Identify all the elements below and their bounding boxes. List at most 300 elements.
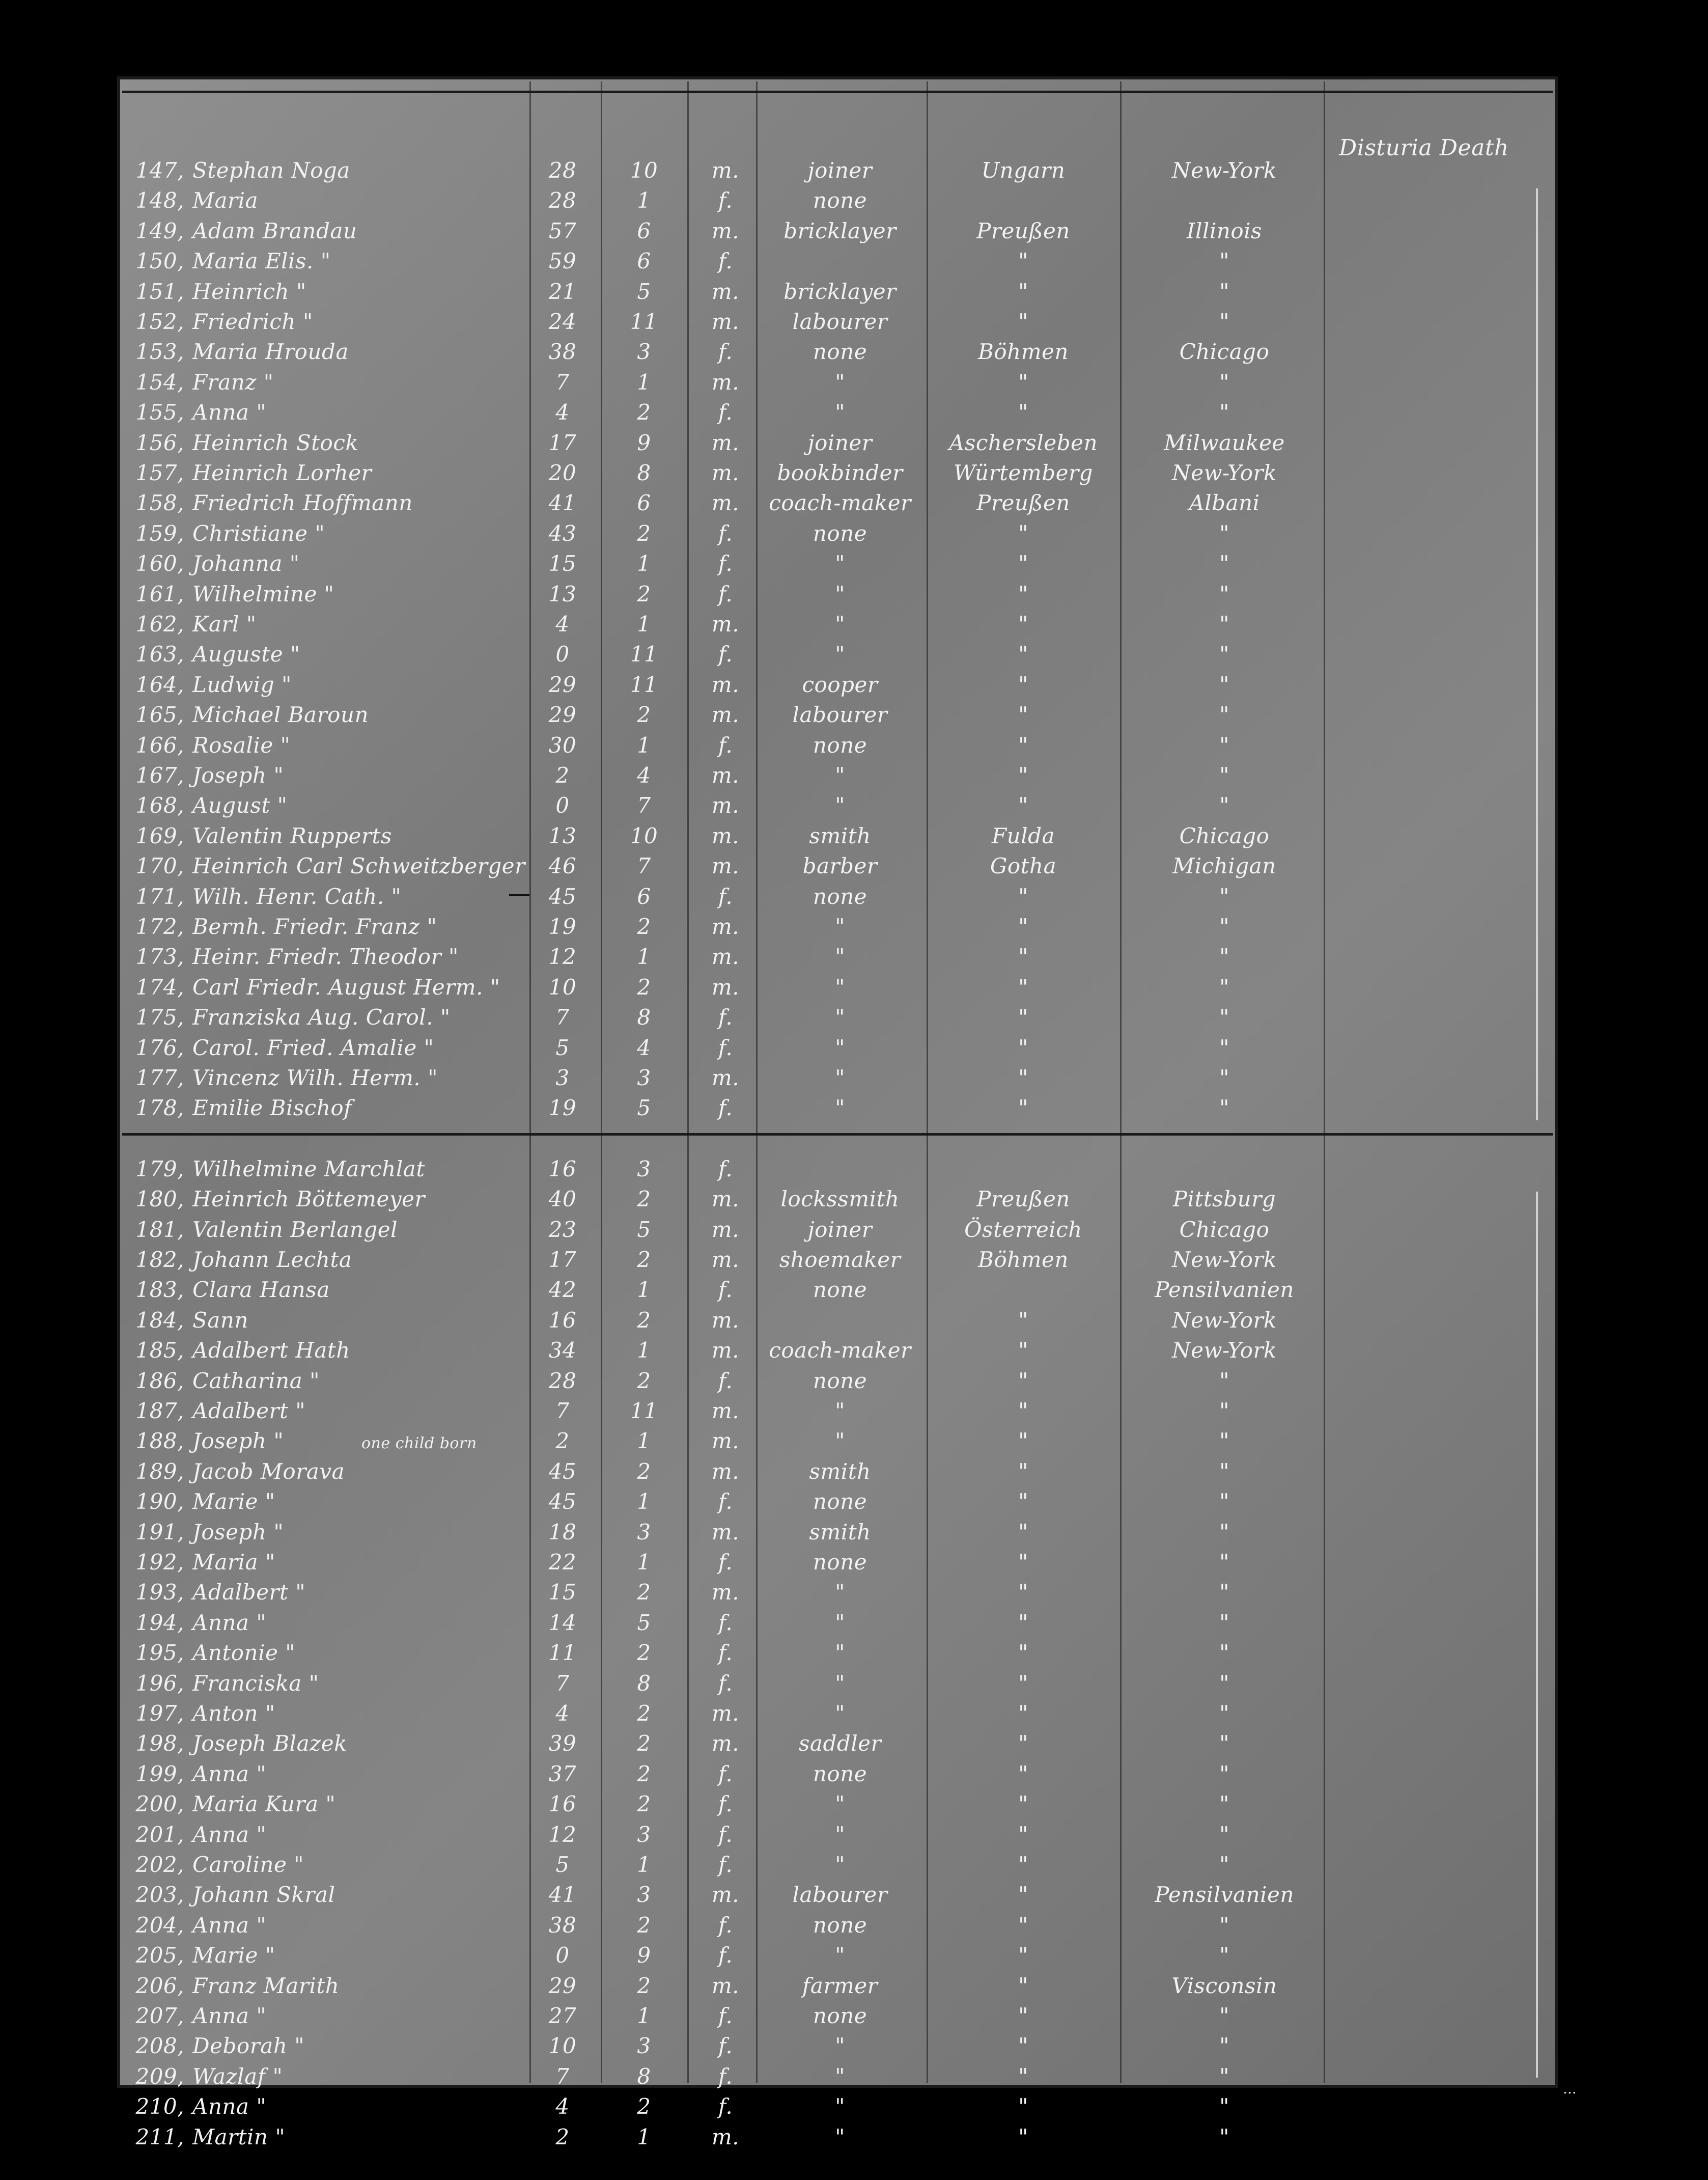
occupation: ": [835, 1095, 845, 1121]
country-of-origin: ": [1018, 2033, 1028, 2059]
sex: m.: [711, 1186, 740, 1212]
entry-number: 199,: [135, 1761, 184, 1786]
entry-number: 193,: [135, 1580, 184, 1605]
destination: Illinois: [1186, 218, 1263, 243]
entry-number: 165,: [135, 702, 184, 728]
sex: m.: [711, 2124, 740, 2149]
age-months: 2: [637, 1761, 651, 1786]
age-years: 38: [548, 1912, 577, 1938]
occupation: labourer: [792, 702, 888, 728]
age-months: 2: [637, 702, 651, 728]
country-of-origin: ": [1018, 1943, 1028, 1968]
age-months: 1: [637, 1550, 651, 1575]
age-months: 7: [637, 853, 651, 879]
age-months: 2: [637, 1640, 651, 1666]
country-of-origin: Böhmen: [978, 1247, 1069, 1272]
occupation: ": [835, 793, 845, 818]
country-of-origin: ": [1018, 1761, 1028, 1786]
entry-number: 176,: [135, 1035, 184, 1060]
entry-number: 171,: [135, 884, 184, 909]
entry-number: 195,: [135, 1640, 184, 1666]
entry-number: 175,: [135, 1005, 184, 1030]
destination: ": [1219, 1398, 1229, 1423]
country-of-origin: ": [1018, 672, 1028, 697]
age-months: 6: [637, 490, 651, 516]
age-months: 3: [637, 1065, 651, 1090]
country-of-origin: ": [1018, 1428, 1028, 1454]
entry-number: 185,: [135, 1338, 184, 1363]
country-of-origin: ": [1018, 279, 1028, 304]
destination: ": [1219, 1428, 1229, 1454]
age-months: 11: [630, 1398, 658, 1423]
occupation: lockssmith: [780, 1186, 900, 1212]
country-of-origin: Aschersleben: [948, 430, 1098, 455]
occupation: coach-maker: [769, 490, 911, 516]
country-of-origin: ": [1018, 1822, 1028, 1847]
entry-number: 163,: [135, 642, 184, 667]
country-of-origin: ": [1018, 884, 1028, 909]
entry-number: 149,: [135, 218, 184, 243]
age-years: 45: [548, 1489, 577, 1514]
sex: m.: [711, 1731, 740, 1756]
entry-number: 147,: [135, 158, 184, 183]
destination: ": [1219, 369, 1229, 395]
destination: ": [1219, 1065, 1229, 1090]
sex: f.: [718, 581, 733, 606]
age-months: 6: [637, 218, 651, 243]
entry-number: 197,: [135, 1701, 184, 1726]
country-of-origin: ": [1018, 369, 1028, 395]
age-months: 11: [630, 309, 658, 334]
entry-number: 205,: [135, 1943, 184, 1968]
passenger-name: Catharina ": [192, 1368, 320, 1393]
destination: ": [1219, 1005, 1229, 1030]
destination: Pensilvanien: [1155, 1882, 1294, 1908]
destination: New-York: [1171, 1338, 1277, 1363]
occupation: ": [835, 1428, 845, 1454]
passenger-name: Valentin Berlangel: [192, 1217, 398, 1242]
age-years: 17: [548, 1247, 577, 1272]
country-of-origin: ": [1018, 400, 1028, 425]
destination: ": [1219, 2003, 1229, 2028]
sex: m.: [711, 1247, 740, 1272]
country-of-origin: Böhmen: [978, 339, 1069, 365]
sex: m.: [711, 1701, 740, 1726]
entry-number: 159,: [135, 520, 184, 546]
sex: m.: [711, 1973, 740, 1998]
occupation: none: [813, 188, 867, 213]
passenger-name: Karl ": [192, 612, 257, 637]
sex: f.: [718, 2033, 733, 2059]
age-years: 29: [548, 702, 577, 728]
sex: m.: [711, 1338, 740, 1363]
passenger-name: Maria Kura ": [192, 1791, 336, 1817]
country-of-origin: Preußen: [976, 218, 1070, 243]
age-years: 13: [548, 581, 577, 606]
sex: f.: [718, 884, 733, 909]
age-months: 8: [637, 1005, 651, 1030]
sex: f.: [718, 1550, 733, 1575]
passenger-name: Adam Brandau: [192, 218, 357, 243]
sex: f.: [718, 1822, 733, 1847]
age-years: 19: [548, 914, 577, 939]
entry-number: 201,: [135, 1822, 184, 1847]
sex: f.: [718, 1761, 733, 1786]
age-years: 37: [548, 1761, 577, 1786]
country-of-origin: ": [1018, 1398, 1028, 1423]
sex: f.: [718, 1005, 733, 1030]
register-row: [117, 2119, 1558, 2156]
occupation: none: [813, 1489, 867, 1514]
age-years: 40: [548, 1186, 577, 1212]
occupation: none: [813, 1550, 867, 1575]
age-months: 2: [637, 974, 651, 1000]
sex: f.: [718, 1489, 733, 1514]
passenger-name: Heinrich Lorher: [192, 460, 372, 485]
passenger-name: Anna ": [192, 2003, 267, 2028]
country-of-origin: ": [1018, 1670, 1028, 1696]
occupation: ": [835, 1035, 845, 1060]
entry-number: 160,: [135, 551, 184, 576]
country-of-origin: ": [1018, 249, 1028, 274]
age-years: 14: [548, 1610, 577, 1635]
age-years: 11: [548, 1640, 577, 1666]
age-years: 30: [548, 732, 577, 758]
destination: Milwaukee: [1164, 430, 1285, 455]
age-years: 0: [555, 793, 570, 818]
passenger-name: Wilh. Henr. Cath. ": [192, 884, 402, 909]
age-months: 8: [637, 1670, 651, 1696]
occupation: saddler: [798, 1731, 882, 1756]
age-years: 21: [548, 279, 577, 304]
country-of-origin: Gotha: [990, 853, 1057, 879]
entry-number: 150,: [135, 249, 184, 274]
passenger-name: Jacob Morava: [192, 1458, 345, 1484]
destination: Visconsin: [1171, 1973, 1277, 1998]
age-years: 46: [548, 853, 577, 879]
age-years: 17: [548, 430, 577, 455]
destination: ": [1219, 520, 1229, 546]
destination: ": [1219, 1368, 1229, 1393]
entry-number: 156,: [135, 430, 184, 455]
age-months: 1: [637, 2003, 651, 2028]
entry-number: 177,: [135, 1065, 184, 1090]
country-of-origin: ": [1018, 309, 1028, 334]
occupation: none: [813, 339, 867, 365]
destination: ": [1219, 1670, 1229, 1696]
age-months: 5: [637, 1217, 651, 1242]
occupation: ": [835, 400, 845, 425]
destination: New-York: [1171, 460, 1277, 485]
age-months: 1: [637, 188, 651, 213]
occupation: none: [813, 884, 867, 909]
country-of-origin: Österreich: [964, 1217, 1082, 1242]
country-of-origin: ": [1018, 1791, 1028, 1817]
sex: f.: [718, 2094, 733, 2119]
age-months: 1: [637, 1852, 651, 1877]
age-years: 29: [548, 672, 577, 697]
occupation: joiner: [807, 430, 873, 455]
passenger-name: Valentin Rupperts: [192, 823, 392, 848]
age-months: 1: [637, 369, 651, 395]
country-of-origin: ": [1018, 1550, 1028, 1575]
destination: ": [1219, 551, 1229, 576]
age-years: 19: [548, 1095, 577, 1121]
destination: ": [1219, 1761, 1229, 1786]
passenger-name: Michael Baroun: [192, 702, 369, 728]
sex: f.: [718, 732, 733, 758]
sex: m.: [711, 1519, 740, 1544]
sex: f.: [718, 1943, 733, 1968]
destination: Albani: [1189, 490, 1260, 516]
age-months: 2: [637, 1186, 651, 1212]
age-years: 42: [548, 1277, 577, 1303]
passenger-name: Wazlaf ": [192, 2063, 283, 2089]
destination: Chicago: [1179, 1217, 1270, 1242]
destination: ": [1219, 732, 1229, 758]
entry-number: 178,: [135, 1095, 184, 1121]
age-months: 2: [637, 1791, 651, 1817]
occupation: smith: [809, 823, 871, 848]
entry-number: 152,: [135, 309, 184, 334]
country-of-origin: ": [1018, 763, 1028, 788]
age-years: 24: [548, 309, 577, 334]
occupation: ": [835, 1065, 845, 1090]
passenger-name: Joseph ": [192, 1428, 284, 1454]
entry-number: 202,: [135, 1852, 184, 1877]
age-months: 4: [637, 763, 651, 788]
age-years: 2: [555, 763, 570, 788]
passenger-name: Marie ": [192, 1489, 275, 1514]
age-months: 2: [637, 1731, 651, 1756]
age-months: 3: [637, 1822, 651, 1847]
destination: ": [1219, 793, 1229, 818]
age-years: 22: [548, 1550, 577, 1575]
age-years: 12: [548, 1822, 577, 1847]
entry-number: 186,: [135, 1368, 184, 1393]
passenger-name: Anna ": [192, 400, 267, 425]
destination: ": [1219, 1580, 1229, 1605]
age-years: 38: [548, 339, 577, 365]
entry-number: 208,: [135, 2033, 184, 2059]
age-months: 4: [637, 1035, 651, 1060]
ledger-page: [117, 76, 1577, 2149]
sex: f.: [718, 1368, 733, 1393]
entry-number: 173,: [135, 944, 184, 970]
country-of-origin: ": [1018, 1307, 1028, 1333]
entry-number: 189,: [135, 1458, 184, 1484]
passenger-name: Caroline ": [192, 1852, 304, 1877]
country-of-origin: Fulda: [991, 823, 1055, 848]
age-years: 27: [548, 2003, 577, 2028]
passenger-name: Christiane ": [192, 520, 325, 546]
entry-number: 196,: [135, 1670, 184, 1696]
country-of-origin: ": [1018, 2094, 1028, 2119]
country-of-origin: ": [1018, 1035, 1028, 1060]
age-months: 6: [637, 249, 651, 274]
sex: m.: [711, 823, 740, 848]
age-years: 7: [555, 369, 570, 395]
entry-number: 191,: [135, 1519, 184, 1544]
passenger-name: Wilhelmine ": [192, 581, 334, 606]
passenger-name: Johann Lechta: [192, 1247, 352, 1272]
age-months: 1: [637, 1489, 651, 1514]
age-months: 5: [637, 1610, 651, 1635]
passenger-name: Bernh. Friedr. Franz ": [192, 914, 437, 939]
occupation: labourer: [792, 1882, 888, 1908]
passenger-name: Anna ": [192, 1610, 267, 1635]
sex: f.: [718, 339, 733, 365]
age-months: 2: [637, 1458, 651, 1484]
passenger-name: Heinrich Carl Schweitzberger: [192, 853, 525, 879]
sex: m.: [711, 1580, 740, 1605]
sex: m.: [711, 490, 740, 516]
occupation: ": [835, 369, 845, 395]
country-of-origin: ": [1018, 520, 1028, 546]
occupation: none: [813, 520, 867, 546]
passenger-name: Adalbert ": [192, 1398, 306, 1423]
passenger-name: Joseph Blazek: [192, 1731, 348, 1756]
passenger-name: Maria ": [192, 1550, 275, 1575]
entry-number: 183,: [135, 1277, 184, 1303]
age-years: 16: [548, 1156, 577, 1181]
passenger-name: Heinrich Stock: [192, 430, 359, 455]
sex: m.: [711, 853, 740, 879]
entry-number: 179,: [135, 1156, 184, 1181]
country-of-origin: ": [1018, 1458, 1028, 1484]
age-months: 9: [637, 1943, 651, 1968]
entry-number: 154,: [135, 369, 184, 395]
occupation: bookbinder: [777, 460, 903, 485]
country-of-origin: ": [1018, 1852, 1028, 1877]
country-of-origin: ": [1018, 1095, 1028, 1121]
country-of-origin: ": [1018, 1580, 1028, 1605]
passenger-name: Adalbert ": [192, 1580, 306, 1605]
destination: ": [1219, 672, 1229, 697]
sex: f.: [718, 1912, 733, 1938]
age-months: 5: [637, 1095, 651, 1121]
passenger-name: Auguste ": [192, 642, 300, 667]
entry-number: 188,: [135, 1428, 184, 1454]
occupation: coach-maker: [769, 1338, 911, 1363]
occupation: ": [835, 1640, 845, 1666]
occupation: labourer: [792, 309, 888, 334]
entry-number: 209,: [135, 2063, 184, 2089]
age-years: 29: [548, 1973, 577, 1998]
entry-number: 194,: [135, 1610, 184, 1635]
passenger-name: Maria Elis. ": [192, 249, 331, 274]
occupation: ": [835, 581, 845, 606]
sex: m.: [711, 944, 740, 970]
age-months: 2: [637, 520, 651, 546]
passenger-name: Stephan Noga: [192, 158, 350, 183]
destination: ": [1219, 1550, 1229, 1575]
entry-number: 166,: [135, 732, 184, 758]
age-years: 10: [548, 974, 577, 1000]
age-months: 8: [637, 460, 651, 485]
age-years: 39: [548, 1731, 577, 1756]
occupation: ": [835, 1398, 845, 1423]
death-column-label: Disturia Death: [1339, 135, 1509, 161]
sex: m.: [711, 1428, 740, 1454]
country-of-origin: ": [1018, 1731, 1028, 1756]
destination: ": [1219, 1489, 1229, 1514]
occupation: ": [835, 1670, 845, 1696]
destination: ": [1219, 974, 1229, 1000]
sex: m.: [711, 369, 740, 395]
country-of-origin: ": [1018, 732, 1028, 758]
age-years: 45: [548, 884, 577, 909]
age-months: 2: [637, 1368, 651, 1393]
country-of-origin: ": [1018, 1973, 1028, 1998]
passenger-name: Heinrich ": [192, 279, 306, 304]
entry-number: 168,: [135, 793, 184, 818]
passenger-name: Clara Hansa: [192, 1277, 330, 1303]
age-years: 2: [555, 1428, 570, 1454]
age-months: 2: [637, 1701, 651, 1726]
entry-number: 170,: [135, 853, 184, 879]
destination: Pensilvanien: [1155, 1277, 1294, 1303]
passenger-name: Franz ": [192, 369, 274, 395]
occupation: farmer: [802, 1973, 878, 1998]
entry-number: 192,: [135, 1550, 184, 1575]
entry-number: 157,: [135, 460, 184, 485]
age-months: 1: [637, 551, 651, 576]
country-of-origin: ": [1018, 1640, 1028, 1666]
age-months: 1: [637, 1428, 651, 1454]
entry-number: 164,: [135, 672, 184, 697]
sex: f.: [718, 1640, 733, 1666]
country-of-origin: Ungarn: [981, 158, 1066, 183]
sex: m.: [711, 793, 740, 818]
age-years: 0: [555, 642, 570, 667]
sex: f.: [718, 2003, 733, 2028]
occupation: none: [813, 1277, 867, 1303]
occupation: none: [813, 1761, 867, 1786]
country-of-origin: ": [1018, 1005, 1028, 1030]
entry-number: 190,: [135, 1489, 184, 1514]
occupation: ": [835, 2094, 845, 2119]
country-of-origin: ": [1018, 581, 1028, 606]
age-months: 5: [637, 279, 651, 304]
entry-number: 184,: [135, 1307, 184, 1333]
destination: ": [1219, 1731, 1229, 1756]
occupation: smith: [809, 1519, 871, 1544]
destination: ": [1219, 612, 1229, 637]
age-months: 3: [637, 2033, 651, 2059]
entry-number: 210,: [135, 2094, 184, 2119]
destination: ": [1219, 1943, 1229, 1968]
age-months: 3: [637, 1156, 651, 1181]
entry-number: 155,: [135, 400, 184, 425]
destination: ": [1219, 1610, 1229, 1635]
occupation: none: [813, 1912, 867, 1938]
destination: ": [1219, 642, 1229, 667]
passenger-name: August ": [192, 793, 288, 818]
age-months: 10: [630, 823, 658, 848]
occupation: shoemaker: [779, 1247, 901, 1272]
sex: m.: [711, 763, 740, 788]
age-years: 7: [555, 1670, 570, 1696]
age-months: 3: [637, 1882, 651, 1908]
passenger-name: Franciska ": [192, 1670, 319, 1696]
entry-number: 180,: [135, 1186, 184, 1212]
passenger-name: Martin ": [192, 2124, 286, 2149]
age-years: 16: [548, 1791, 577, 1817]
occupation: none: [813, 2003, 867, 2028]
sex: f.: [718, 188, 733, 213]
entry-number: 182,: [135, 1247, 184, 1272]
